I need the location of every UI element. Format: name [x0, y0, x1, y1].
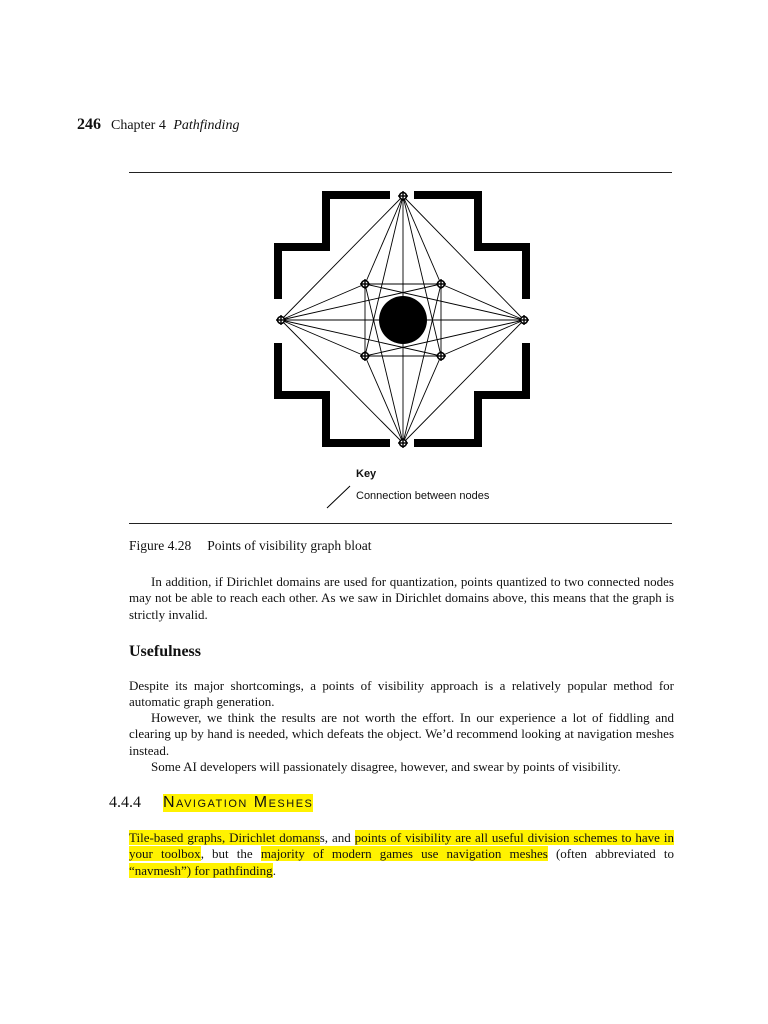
text-run: .	[272, 862, 276, 878]
text-run: s, and	[319, 830, 355, 845]
graph-node	[436, 279, 446, 289]
figure-caption	[129, 538, 372, 554]
graph-edge	[441, 320, 524, 356]
paragraph: Some AI developers will passionately disagree, however, and swear by points of visibility.	[151, 759, 621, 774]
text-run: (often abbreviated to	[547, 846, 674, 862]
paragraph: In addition, if Dirichlet domains are used for quantization, points quantized to two connected nodes may not be able to reach each other. As we saw in Dirichlet domains above, this means that the graph is strictly invalid.	[129, 574, 674, 622]
wall-segment	[274, 391, 330, 399]
section-number: 4.4.4	[109, 794, 141, 811]
wall-segment	[522, 343, 530, 399]
graph-edge	[403, 196, 441, 284]
graph-node	[436, 351, 446, 361]
paragraph: However, we think the results are not worth the effort. In our experience a lot of fiddling and clearing up by hand is needed, which defeats the object. We’d recommend looking at navigation meshes instead.	[129, 710, 674, 758]
wall-segment	[414, 439, 482, 447]
highlighted-text: majority of modern games use navigation meshes	[260, 846, 548, 862]
subheading-usefulness: Usefulness	[129, 643, 202, 660]
graph-edge	[281, 320, 403, 443]
graph-edge	[281, 196, 403, 320]
section-label: Pathfinding	[173, 118, 240, 133]
wall-segment	[322, 439, 390, 447]
graph-edge	[441, 284, 524, 320]
wall-segment	[474, 391, 530, 399]
wall-segment	[474, 391, 482, 447]
graph-edge	[281, 284, 365, 320]
highlighted-text: “navmesh”) for pathfinding	[129, 862, 273, 878]
key-line-sample	[326, 484, 352, 510]
paragraph-navmesh	[129, 830, 674, 879]
chapter-label: Chapter 4	[111, 118, 166, 133]
wall-segment	[322, 191, 390, 199]
wall-segment	[322, 391, 330, 447]
paragraph: Despite its major shortcomings, a points of visibility approach is a relatively popular method for automatic graph generation.	[129, 678, 674, 710]
wall-segment	[474, 243, 530, 251]
graph-edge	[281, 320, 365, 356]
figure-label: Figure 4.28	[129, 538, 192, 553]
graph-edge	[403, 320, 524, 443]
section-title: Navigation Meshes	[163, 794, 314, 811]
wall-segment	[414, 191, 482, 199]
figure-top-rule	[129, 172, 672, 173]
graph-edge	[365, 196, 403, 284]
key-entry: Connection between nodes	[356, 490, 490, 502]
key-title: Key	[356, 468, 377, 480]
graph-edge	[403, 356, 441, 443]
wall-segment	[322, 191, 330, 247]
wall-segment	[274, 243, 330, 251]
highlighted-text: points of visibility are all useful division schemes to have in your toolbox	[129, 830, 674, 862]
figure-bottom-rule	[129, 523, 672, 524]
figure-caption-text: Points of visibility graph bloat	[207, 538, 372, 553]
wall-segment	[274, 343, 282, 399]
graph-edge	[403, 196, 524, 320]
wall-segment	[274, 243, 282, 299]
running-header	[77, 116, 239, 134]
wall-segment	[474, 191, 482, 247]
graph-node	[360, 351, 370, 361]
graph-edge	[365, 356, 403, 443]
text-run: , but the	[200, 846, 261, 862]
wall-segment	[522, 243, 530, 299]
highlighted-text: Tile-based graphs, Dirichlet domans	[129, 830, 320, 845]
page-number: 246	[77, 116, 101, 133]
visibility-graph-figure	[129, 176, 672, 456]
graph-node	[360, 279, 370, 289]
